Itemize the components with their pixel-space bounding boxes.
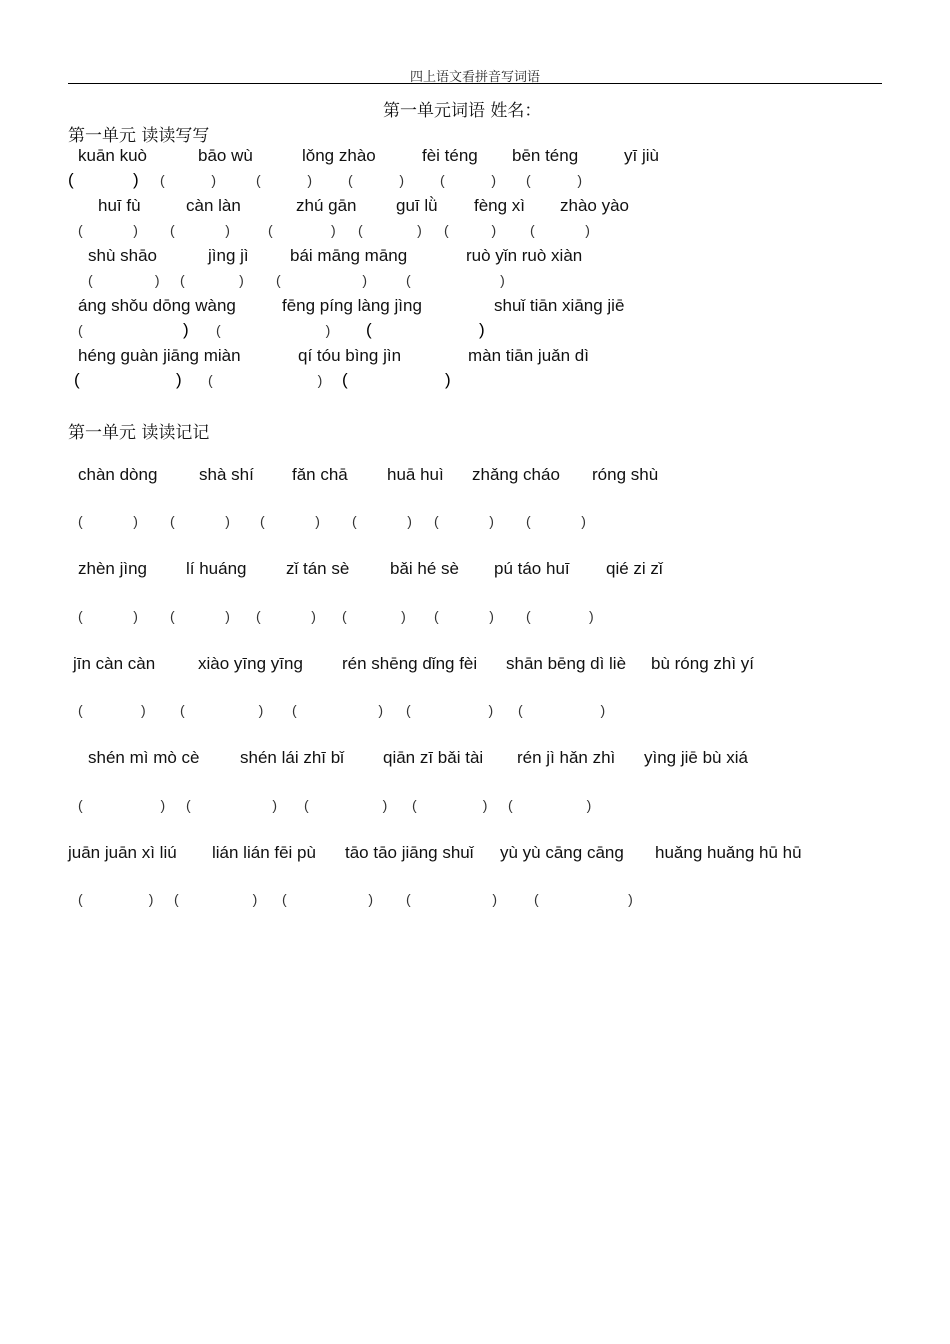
pinyin-word: màn tiān juǎn dì (468, 346, 589, 365)
pinyin-word: zhǎng cháo (472, 465, 560, 484)
pinyin-word: shén lái zhī bǐ (240, 748, 344, 767)
pinyin-word: lián lián fēi pù (212, 843, 316, 862)
pinyin-word: lǒng zhào (302, 146, 376, 165)
pinyin-word: rén jì hǎn zhì (517, 748, 616, 767)
answer-blank[interactable]: ( (342, 370, 348, 389)
answer-blank[interactable]: ( ) (78, 891, 154, 907)
answer-blank[interactable]: ( ) (180, 702, 264, 718)
answer-blank[interactable]: ( ) (216, 322, 331, 338)
pinyin-word: jìng jì (208, 246, 249, 265)
answer-blank[interactable]: ( ) (282, 891, 374, 907)
answer-blank[interactable]: ( ) (434, 513, 494, 529)
pinyin-word: bēn téng (512, 146, 579, 165)
pinyin-word: bù róng zhì yí (651, 654, 755, 673)
pinyin-word: róng shù (592, 465, 659, 484)
pinyin-word: guī lǜ (396, 196, 438, 215)
answer-blank[interactable]: ( (74, 370, 80, 389)
answer-blank[interactable]: ( ) (78, 797, 166, 813)
answer-blank[interactable]: ( ) (170, 608, 230, 624)
answer-blank[interactable]: ( ) (440, 172, 496, 188)
answer-blank[interactable]: ( ) (256, 172, 312, 188)
answer-blank[interactable]: ( ) (530, 222, 590, 238)
page-title: 第一单元词语 姓名： (383, 101, 542, 121)
answer-blank[interactable]: ( ) (174, 891, 258, 907)
answer-blank[interactable]: ( ) (276, 272, 368, 288)
section-heading-du-du-xie-xie: 第一单元 读读写写 (68, 126, 210, 146)
pinyin-word: shù shāo (88, 246, 157, 265)
pinyin-word: qí tóu bìng jìn (298, 346, 402, 365)
answer-blank[interactable]: ( ) (526, 513, 586, 529)
answer-blank[interactable]: ( ) (508, 797, 592, 813)
answer-blank[interactable]: ( ) (444, 222, 497, 238)
answer-blank[interactable]: ( ) (412, 797, 488, 813)
pinyin-word: kuān kuò (78, 146, 147, 165)
pinyin-word: zǐ tán sè (286, 559, 350, 578)
answer-blank[interactable]: ( (366, 320, 372, 339)
answer-blank[interactable]: ( ) (208, 372, 323, 388)
answer-blank[interactable]: ( ) (256, 608, 316, 624)
pinyin-word: fèng xì (474, 196, 526, 215)
answer-blank[interactable]: ( ) (78, 513, 138, 529)
answer-blank[interactable]: ( ) (406, 272, 505, 288)
page-header: 四上语文看拼音写词语 (409, 70, 540, 85)
pinyin-word: shà shí (199, 465, 254, 484)
pinyin-word: huī fù (98, 196, 141, 215)
answer-blank[interactable]: ( ) (406, 891, 498, 907)
pinyin-word: tāo tāo jiāng shuǐ (345, 843, 474, 862)
pinyin-word: shén mì mò cè (88, 748, 200, 767)
answer-blank[interactable]: ( ) (292, 702, 384, 718)
pinyin-word: shuǐ tiān xiāng jiē (494, 296, 625, 315)
pinyin-word: càn làn (186, 196, 241, 215)
answer-blank[interactable]: ) (445, 370, 451, 389)
pinyin-word: fèi téng (422, 146, 478, 165)
pinyin-word: qié zi zǐ (606, 559, 663, 578)
pinyin-word: qiān zī bǎi tài (383, 748, 484, 767)
answer-blank[interactable]: ( ) (268, 222, 336, 238)
answer-blank[interactable]: ( ) (526, 608, 594, 624)
answer-blank[interactable]: ( (78, 322, 83, 338)
pinyin-word: bāo wù (198, 146, 253, 165)
pinyin-word: zhào yào (560, 196, 629, 215)
pinyin-word: zhú gān (296, 196, 357, 215)
answer-blank[interactable]: ( ) (348, 172, 404, 188)
pinyin-word: lí huáng (186, 559, 247, 578)
pinyin-word: áng shǒu dōng wàng (78, 296, 236, 315)
answer-blank[interactable]: ( ) (78, 702, 146, 718)
answer-blank[interactable]: ) (479, 320, 485, 339)
pinyin-word: huǎng huǎng hū hū (655, 843, 802, 862)
pinyin-word: pú táo huī (494, 559, 570, 578)
answer-blank[interactable]: ( ) (88, 272, 160, 288)
answer-blank[interactable]: ( ) (78, 222, 138, 238)
answer-blank[interactable]: ( ) (170, 513, 230, 529)
pinyin-word: yù yù cāng cāng (500, 843, 624, 862)
pinyin-word: bǎi hé sè (390, 559, 459, 578)
pinyin-word: chàn dòng (78, 465, 158, 484)
answer-blank[interactable]: ( (68, 170, 74, 189)
pinyin-word: juān juān xì liú (68, 843, 177, 862)
answer-blank[interactable]: ( ) (170, 222, 230, 238)
answer-blank[interactable]: ( ) (186, 797, 278, 813)
answer-blank[interactable]: ( ) (434, 608, 494, 624)
pinyin-word: héng guàn jiāng miàn (78, 346, 241, 365)
answer-blank[interactable]: ( ) (342, 608, 406, 624)
answer-blank[interactable]: ( ) (352, 513, 412, 529)
answer-blank[interactable]: ( ) (180, 272, 244, 288)
answer-blank[interactable]: ( ) (406, 702, 494, 718)
header-divider (68, 83, 882, 84)
answer-blank[interactable]: ( ) (304, 797, 388, 813)
pinyin-word: ruò yǐn ruò xiàn (466, 246, 583, 265)
pinyin-word: bái māng māng (290, 246, 408, 265)
answer-blank[interactable]: ) (176, 370, 182, 389)
answer-blank[interactable]: ( ) (358, 222, 422, 238)
answer-blank[interactable]: ( ) (78, 608, 138, 624)
answer-blank[interactable]: ( ) (526, 172, 582, 188)
pinyin-word: huā huì (387, 465, 444, 484)
pinyin-word: yī jiù (624, 146, 659, 165)
answer-blank[interactable]: ) (183, 320, 189, 339)
pinyin-word: fēng píng làng jìng (282, 296, 422, 315)
pinyin-word: fǎn chā (292, 465, 348, 484)
pinyin-word: zhèn jìng (78, 559, 147, 578)
pinyin-word: shān bēng dì liè (506, 654, 627, 673)
answer-blank[interactable]: ) (133, 170, 139, 189)
pinyin-word: jīn càn càn (73, 654, 156, 673)
pinyin-word: xiào yīng yīng (198, 654, 303, 673)
answer-blank[interactable]: ( ) (160, 172, 216, 188)
answer-blank[interactable]: ( ) (534, 891, 633, 907)
pinyin-word: yìng jiē bù xiá (644, 748, 748, 767)
pinyin-word: rén shēng dǐng fèi (342, 654, 478, 673)
answer-blank[interactable]: ( ) (260, 513, 320, 529)
answer-blank[interactable]: ( ) (518, 702, 606, 718)
section-heading-du-du-ji-ji: 第一单元 读读记记 (68, 423, 210, 443)
